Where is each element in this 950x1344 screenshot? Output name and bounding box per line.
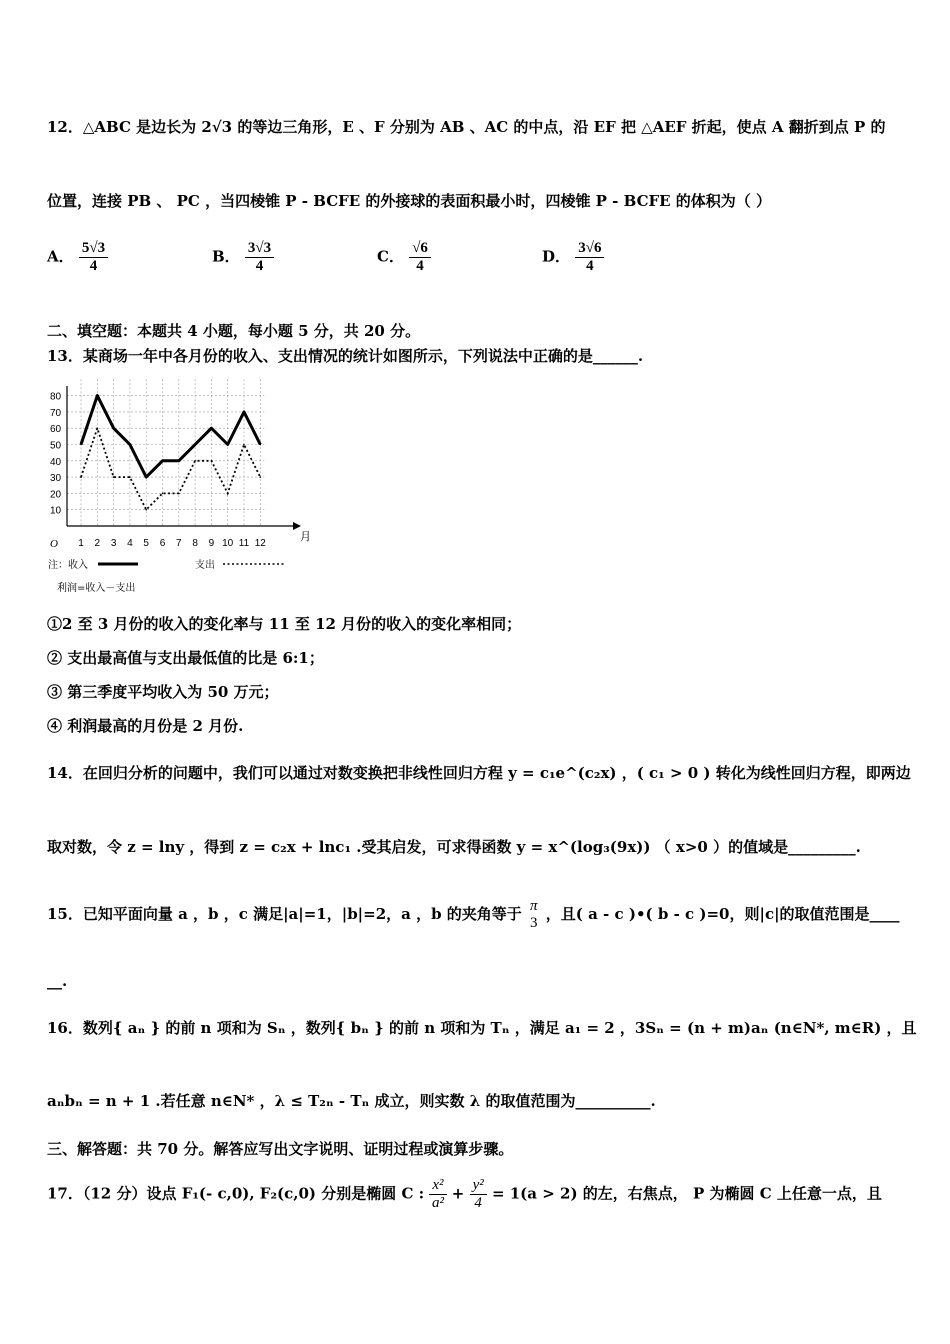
x-tick-label: 11 xyxy=(238,538,250,549)
expense-series-line xyxy=(81,428,260,510)
y-tick-label: 30 xyxy=(50,473,62,485)
income-point xyxy=(162,460,164,462)
q17-line1: 17．（12 分）设点 F₁(- c,0), F₂(c,0) 分别是椭圆 C : $\frac{\text{x²}}{\text{a²}}$ + $\frac{\text{y²}}{4}$ = 1(a > 2) 的左，右焦点， P 为椭圆 C 上任意一点，且 xyxy=(47,1177,882,1211)
y-tick-label: 50 xyxy=(50,440,62,452)
expense-point xyxy=(178,493,180,495)
x-axis-arrow-icon xyxy=(293,522,301,530)
income-point xyxy=(211,427,213,429)
income-point xyxy=(243,411,245,413)
income-point xyxy=(113,427,115,429)
expense-point xyxy=(113,476,115,478)
option-label: C． xyxy=(377,247,404,266)
origin-label: O xyxy=(50,538,58,550)
income-point xyxy=(80,444,82,446)
section3-heading: 三、解答题：共 70 分。解答应写出文字说明、证明过程或演算步骤。 xyxy=(47,1140,514,1158)
q12-line2: 位置，连接 PB 、 PC ，当四棱锥 P - BCFE 的外接球的表面积最小时，四棱锥 P - BCFE 的体积为（ ） xyxy=(47,192,772,210)
x-tick-label: 3 xyxy=(110,538,117,549)
y-tick-label: 10 xyxy=(50,505,62,517)
q17-text-b: = 1(a > 2) 的左，右焦点， P 为椭圆 C 上任意一点，且 xyxy=(491,1184,882,1203)
expense-point xyxy=(211,460,213,462)
expense-point xyxy=(129,476,131,478)
ellipse-fraction-x: $\frac{\text{x²}}{\text{a²}}$ xyxy=(429,1177,446,1212)
option-fraction: $\frac{3√6}{4}$ xyxy=(575,240,604,275)
section2-heading: 二、填空题：本题共 4 小题，每小题 5 分，共 20 分。 xyxy=(47,322,421,340)
option-label: D． xyxy=(542,247,571,266)
profit-note: 利润=收入－支出 xyxy=(57,583,136,594)
ellipse-fraction-y: $\frac{\text{y²}}{4}$ xyxy=(470,1177,487,1212)
q15-line1 xyxy=(47,898,900,932)
q15-text-a: 15．已知平面向量 a ，b ，c 满足|a|=1，|b|=2，a ，b 的夹角等于 xyxy=(47,905,522,923)
q13-statement-3: ③ 第三季度平均收入为 50 万元； xyxy=(47,683,279,701)
q15-text-b: ，且( a - c )•( b - c )=0，则|c|的取值范围是____ xyxy=(545,905,900,923)
x-axis-label: 月 xyxy=(300,530,311,543)
x-tick-label: 10 xyxy=(222,538,234,549)
income-point xyxy=(227,444,229,446)
y-tick-label: 40 xyxy=(50,456,62,468)
legend-income-label: 注：收入 xyxy=(48,560,88,571)
option-fraction: $\frac{5√3}{4}$ xyxy=(79,240,108,275)
expense-point xyxy=(260,476,262,478)
option-fraction: $\frac{3√3}{4}$ xyxy=(245,240,274,275)
q13-text: 13．某商场一年中各月份的收入、支出情况的统计如图所示，下列说法中正确的是______. xyxy=(47,347,644,365)
expense-point xyxy=(80,476,82,478)
q16-line1: 16．数列{ aₙ } 的前 n 项和为 Sₙ ，数列{ bₙ } 的前 n 项和为 Tₙ ，满足 a₁ = 2 ，3Sₙ = (n + m)aₙ (n∈N*, m∈R) ，且 xyxy=(47,1019,917,1037)
x-tick-label: 6 xyxy=(159,538,166,549)
q17-text-a: 17．（12 分）设点 F₁(- c,0), F₂(c,0) 分别是椭圆 C : xyxy=(47,1184,430,1203)
q14-line1: 14．在回归分析的问题中，我们可以通过对数变换把非线性回归方程 y = c₁e^(c₂x) ，( c₁ > 0 ) 转化为线性回归方程，即两边 xyxy=(47,764,911,782)
q12-option-b xyxy=(212,240,274,275)
q13-statement-1: ①2 至 3 月份的收入的变化率与 11 至 12 月份的收入的变化率相同； xyxy=(47,615,522,633)
expense-point xyxy=(145,509,147,511)
expense-point xyxy=(162,493,164,495)
angle-fraction: π 3 xyxy=(530,898,538,931)
income-point xyxy=(260,444,262,446)
income-point xyxy=(145,476,147,478)
q12-line1: 12．△ABC 是边长为 2√3 的等边三角形，E 、F 分别为 AB 、AC 的中点，沿 EF 把 △AEF 折起，使点 A 翻折到点 P 的 xyxy=(47,118,886,136)
q12-option-c xyxy=(377,240,431,275)
q13-statement-2: ② 支出最高值与支出最低值的比是 6:1； xyxy=(47,649,324,667)
income-series-line xyxy=(81,396,260,478)
x-tick-label: 4 xyxy=(127,538,133,549)
q16-line2: aₙbₙ = n + 1 .若任意 n∈N* ，λ ≤ T₂ₙ - Tₙ 成立，则实数 λ 的取值范围为__________. xyxy=(47,1092,656,1110)
y-tick-label: 20 xyxy=(50,489,62,501)
option-label: A． xyxy=(47,247,74,266)
y-tick-label: 60 xyxy=(50,424,62,436)
q14-line2: 取对数，令 z = lny ，得到 z = c₂x + lnc₁ .受其启发，可求得函数 y = x^(log₃(9x)) （ x>0 ）的值域是_________. xyxy=(47,838,861,856)
x-tick-label: 1 xyxy=(78,538,84,549)
expense-point xyxy=(194,460,196,462)
expense-point xyxy=(227,493,229,495)
expense-point xyxy=(243,444,245,446)
income-point xyxy=(178,460,180,462)
expense-point xyxy=(97,427,99,429)
q12-option-a xyxy=(47,240,108,275)
income-point xyxy=(129,444,131,446)
income-point xyxy=(194,444,196,446)
option-label: B． xyxy=(212,247,240,266)
x-tick-label: 8 xyxy=(192,538,198,549)
legend-expense-label: 支出 xyxy=(195,560,215,571)
x-tick-label: 7 xyxy=(176,538,182,549)
option-fraction: $\frac{√6}{4}$ xyxy=(409,240,431,275)
q12-option-d xyxy=(542,240,604,275)
x-tick-label: 9 xyxy=(208,538,215,549)
y-tick-label: 70 xyxy=(50,407,62,419)
y-tick-label: 80 xyxy=(50,391,62,403)
x-tick-label: 2 xyxy=(94,538,101,549)
q15-line2: __. xyxy=(47,972,68,990)
x-tick-label: 5 xyxy=(143,538,149,549)
q13-statement-4: ④ 利润最高的月份是 2 月份. xyxy=(47,717,244,735)
income-point xyxy=(97,395,99,397)
x-tick-label: 12 xyxy=(254,538,266,549)
income-expense-chart xyxy=(45,378,325,603)
